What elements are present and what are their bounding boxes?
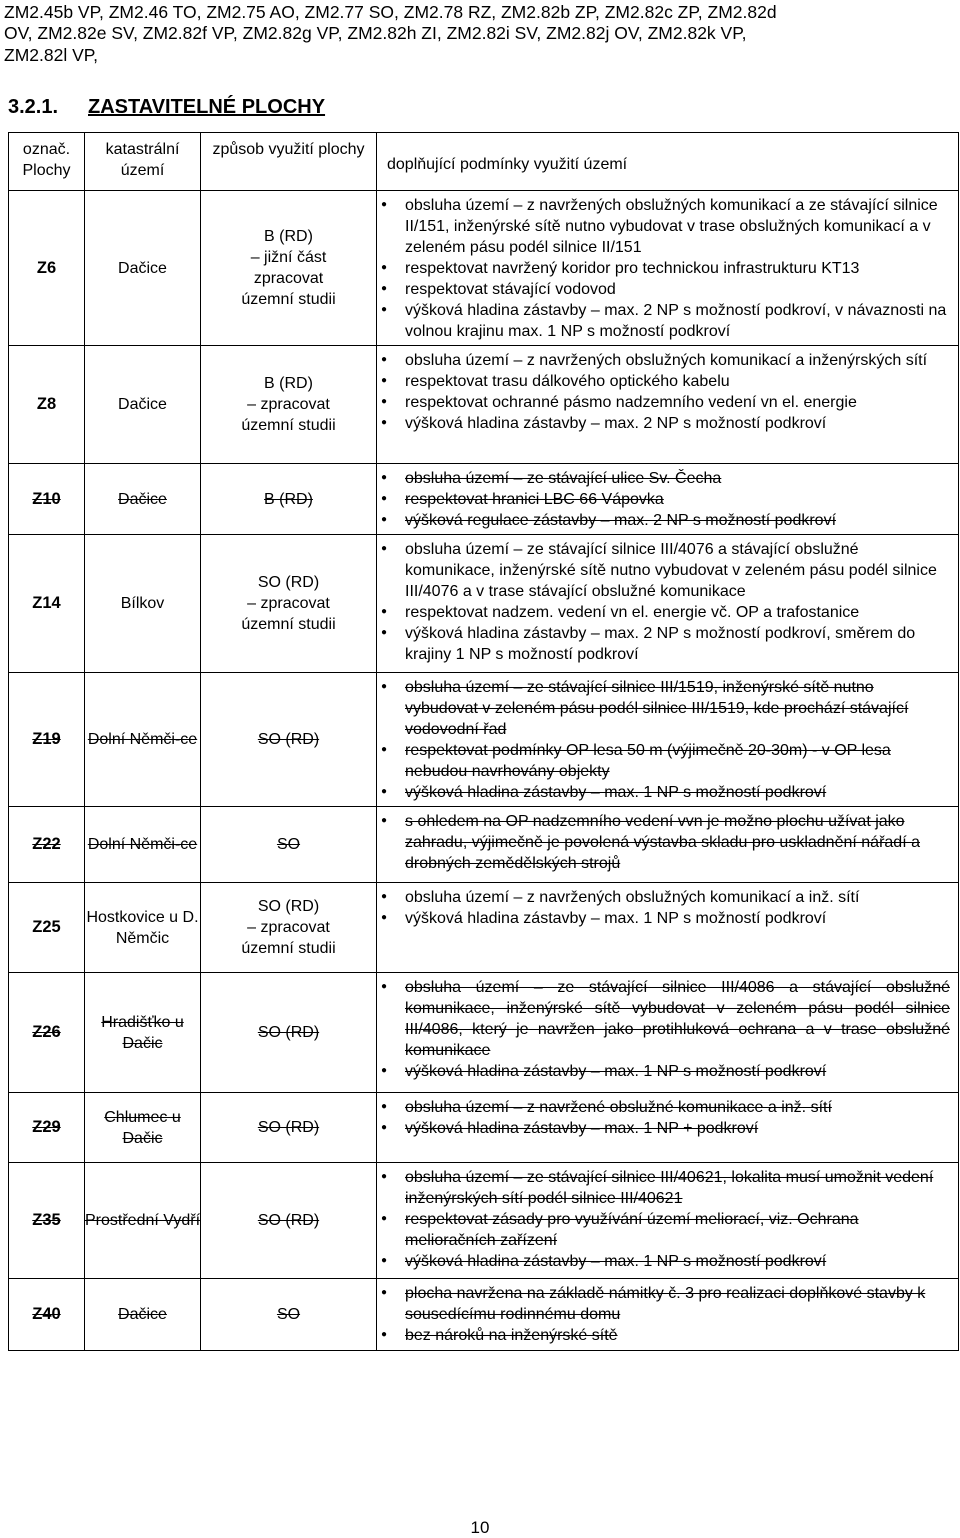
buildable-areas-table [8,132,959,1351]
area-code: Z10 [9,464,85,535]
condition-item: ● bez nároků na inženýrské sítě [405,1325,950,1346]
area-territory: Hostkovice u D. Němčic [85,883,201,973]
area-usage: SO (RD) [201,1093,377,1163]
area-territory: Bílkov [85,535,201,673]
header-conditions: doplňující podmínky využití území [377,133,959,191]
amendment-list-line-3: ZM2.82l VP, [4,45,99,65]
area-conditions [377,973,959,1093]
table-row [9,673,959,807]
condition-item: ● respektovat trasu dálkového optického kabelu [405,371,950,392]
condition-item: ● výšková hladina zástavby – max. 1 NP s možností podkroví [405,782,950,803]
condition-item: ● obsluha území – z navržené obslužné komunikace a inž. sítí [405,1097,950,1118]
table-row [9,1279,959,1351]
condition-item: ● respektovat zásady pro využívání území meliorací, viz. Ochrana melioračních zařízení [405,1209,950,1251]
area-conditions [377,673,959,807]
table-row [9,191,959,346]
area-usage: B (RD) – zpracovat územní studii [201,346,377,464]
area-usage: SO (RD) [201,973,377,1093]
area-territory: Dačice [85,464,201,535]
header-code: označ. Plochy [9,133,85,191]
area-territory: Dolní Němči-ce [85,673,201,807]
area-code: Z14 [9,535,85,673]
condition-item: ● s ohledem na OP nadzemního vedení vvn je možno plochu užívat jako zahradu, výjimečně je povolená výstavba skladu pro uskladnění nářadí a drobných zemědělských strojů [405,811,950,874]
area-territory: Chlumec u Dačic [85,1093,201,1163]
area-conditions [377,464,959,535]
area-territory: Hradišťko u Dačic [85,973,201,1093]
header-usage: způsob využití plochy [201,133,377,191]
table-row [9,1163,959,1279]
area-code: Z25 [9,883,85,973]
condition-item: ● obsluha území – ze stávající silnice III/40621, lokalita musí umožnit vedení inženýrských sítí podél silnice III/40621 [405,1167,950,1209]
table-row [9,535,959,673]
area-usage: SO (RD) – zpracovat územní studii [201,535,377,673]
area-usage: SO (RD) [201,1163,377,1279]
area-usage: B (RD) [201,464,377,535]
condition-item: ● respektovat ochranné pásmo nadzemního vedení vn el. energie [405,392,950,413]
area-usage: SO [201,1279,377,1351]
amendment-list-line-2: OV, ZM2.82e SV, ZM2.82f VP, ZM2.82g VP, ZM2.82h ZI, ZM2.82i SV, ZM2.82j OV, ZM2.82k VP, [4,23,747,43]
area-territory: Dačice [85,191,201,346]
condition-item: ● respektovat stávající vodovod [405,279,950,300]
condition-item: ● výšková hladina zástavby – max. 1 NP s možností podkroví [405,908,950,929]
table-row [9,1093,959,1163]
section-heading [8,96,325,119]
condition-item: ● obsluha území – ze stávající silnice III/4086 a stávající obslužné komunikace, inženýrské sítě vybudovat v zeleném pásu podél silnice III/4086, který je navržen jako protihluková ochrana a v trase obslužné komunikace [405,977,950,1061]
condition-item: ● obsluha území – z navržených obslužných komunikací a ze stávající silnice II/151, inženýrské sítě nutno vybudovat v trase obslužných komunikací a v zeleném pásu podél silnice II/151 [405,195,950,258]
header-territory: katastrální území [85,133,201,191]
condition-item: ● výšková hladina zástavby – max. 1 NP s možností podkroví [405,1251,950,1272]
area-conditions [377,191,959,346]
table-row [9,807,959,883]
area-code: Z8 [9,346,85,464]
area-territory: Dačice [85,1279,201,1351]
area-usage: SO (RD) – zpracovat územní studii [201,883,377,973]
condition-item: ● výšková regulace zástavby – max. 2 NP s možností podkroví [405,510,950,531]
table-row [9,973,959,1093]
condition-item: ● obsluha území – ze stávající silnice III/1519, inženýrské sítě nutno vybudovat v zeleném pásu podél silnice III/1519, kde prochází stávající vodovodní řad [405,677,950,740]
amendment-list-line-1: ZM2.45b VP, ZM2.46 TO, ZM2.75 AO, ZM2.77 SO, ZM2.78 RZ, ZM2.82b ZP, ZM2.82c ZP, ZM2.82d [4,2,777,22]
area-code: Z22 [9,807,85,883]
section-number: 3.2.1. [8,96,59,118]
condition-item: ● obsluha území – z navržených obslužných komunikací a inž. sítí [405,887,950,908]
area-usage: SO [201,807,377,883]
table-row [9,464,959,535]
condition-item: ● respektovat hranici LBC 66 Vápovka [405,489,950,510]
area-conditions [377,535,959,673]
condition-item: ● respektovat nadzem. vedení vn el. energie vč. OP a trafostanice [405,602,950,623]
page-number: 10 [470,1518,490,1537]
area-conditions [377,346,959,464]
condition-item: ● výšková hladina zástavby – max. 2 NP s možností podkroví [405,413,950,434]
condition-item: ● výšková hladina zástavby – max. 1 NP + podkroví [405,1118,950,1139]
area-usage: SO (RD) [201,673,377,807]
table-row [9,883,959,973]
area-code: Z40 [9,1279,85,1351]
condition-item: ● respektovat navržený koridor pro technickou infrastrukturu KT13 [405,258,950,279]
condition-item: ● výšková hladina zástavby – max. 2 NP s možností podkroví, směrem do krajiny 1 NP s možností podkroví [405,623,950,665]
area-code: Z35 [9,1163,85,1279]
area-conditions [377,883,959,973]
area-conditions [377,1163,959,1279]
area-code: Z26 [9,973,85,1093]
area-conditions [377,1093,959,1163]
condition-item: ● obsluha území – ze stávající ulice Sv. Čecha [405,468,950,489]
table-row [9,346,959,464]
condition-item: ● plocha navržena na základě námitky č. 3 pro realizaci doplňkové stavby k sousedícímu rodinnému domu [405,1283,950,1325]
area-territory: Prostřední Vydří [85,1163,201,1279]
table-header-row [9,133,959,191]
condition-item: ● respektovat podmínky OP lesa 50 m (výjimečně 20-30m) - v OP lesa nebudou navrhovány objekty [405,740,950,782]
area-code: Z29 [9,1093,85,1163]
condition-item: ● výšková hladina zástavby – max. 1 NP s možností podkroví [405,1061,950,1082]
area-code: Z19 [9,673,85,807]
area-code: Z6 [9,191,85,346]
condition-item: ● výšková hladina zástavby – max. 2 NP s možností podkroví, v návaznosti na volnou krajinu max. 1 NP s možností podkroví [405,300,950,342]
area-territory: Dačice [85,346,201,464]
area-conditions [377,807,959,883]
section-title: ZASTAVITELNÉ PLOCHY [88,96,326,118]
condition-item: ● obsluha území – ze stávající silnice III/4076 a stávající obslužné komunikace, inženýrské sítě nutno vybudovat v zeleném pásu podél silnice III/4076 a v trase stávající obslužné komunikace [405,539,950,602]
area-usage: B (RD) – jižní část zpracovat územní studii [201,191,377,346]
area-territory: Dolní Němči-ce [85,807,201,883]
condition-item: ● obsluha území – z navržených obslužných komunikací a inženýrských sítí [405,350,950,371]
area-conditions [377,1279,959,1351]
